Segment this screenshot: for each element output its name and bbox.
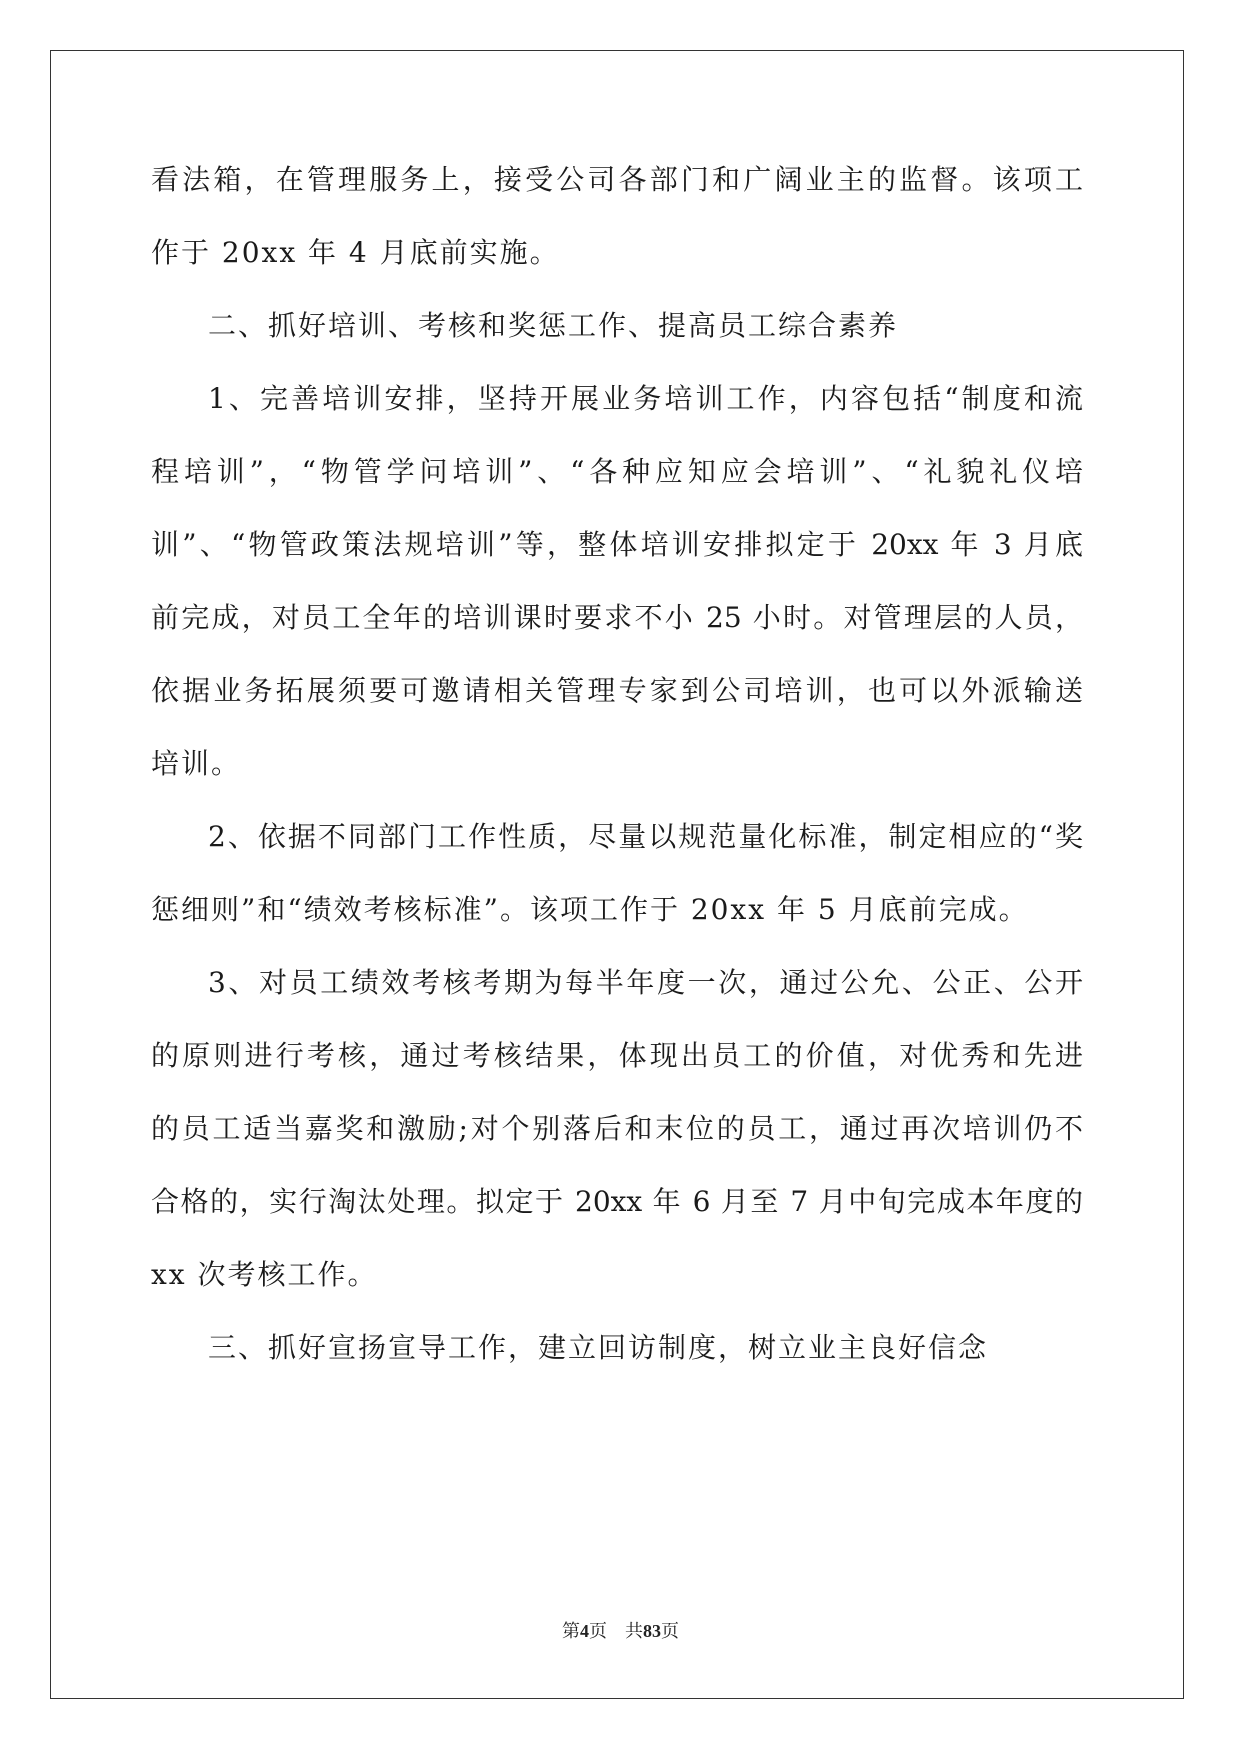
- current-page-number: 4: [580, 1621, 589, 1641]
- paragraph-line: 3、对员工绩效考核考期为每半年度一次，通过公允、公正、公开: [208, 966, 1083, 999]
- paragraph-line: 培训。: [151, 747, 242, 780]
- paragraph-line: xx 次考核工作。: [151, 1258, 378, 1291]
- section-heading: 二、抓好培训、考核和奖惩工作、提高员工综合素养: [208, 309, 899, 342]
- page-footer: [0, 1619, 1241, 1644]
- paragraph-line: 2、依据不同部门工作性质，尽量以规范量化标准，制定相应的“奖: [208, 820, 1083, 853]
- paragraph-line: 程培训”，“物管学问培训”、“各种应知应会培训”、“礼貌礼仪培: [151, 455, 1083, 488]
- paragraph-line: 合格的，实行淘汰处理。拟定于 20xx 年 6 月至 7 月中旬完成本年度的: [151, 1185, 1083, 1218]
- paragraph-line: 的原则进行考核，通过考核结果，体现出员工的价值，对优秀和先进: [151, 1039, 1083, 1072]
- paragraph-line: 前完成，对员工全年的培训课时要求不小 25 小时。对管理层的人员，: [151, 601, 1083, 634]
- paragraph-line: 作于 20xx 年 4 月底前实施。: [151, 236, 560, 269]
- paragraph-line: 依据业务拓展须要可邀请相关管理专家到公司培训，也可以外派输送: [151, 674, 1083, 707]
- paragraph-line: 的员工适当嘉奖和激励;对个别落后和末位的员工，通过再次培训仍不: [151, 1112, 1083, 1145]
- footer-prefix: 第: [562, 1621, 580, 1642]
- paragraph-line: 看法箱，在管理服务上，接受公司各部门和广阔业主的监督。该项工: [151, 163, 1083, 196]
- paragraph-line: 训”、“物管政策法规培训”等，整体培训安排拟定于 20xx 年 3 月底: [151, 528, 1083, 561]
- footer-mid: 页 共: [589, 1621, 643, 1642]
- total-page-count: 83: [643, 1621, 661, 1641]
- section-heading: 三、抓好宣扬宣导工作，建立回访制度，树立业主良好信念: [208, 1331, 989, 1364]
- paragraph-line: 1、完善培训安排，坚持开展业务培训工作，内容包括“制度和流: [208, 382, 1083, 415]
- footer-suffix: 页: [661, 1621, 679, 1642]
- page-border: [50, 50, 1184, 1699]
- paragraph-line: 惩细则”和“绩效考核标准”。该项工作于 20xx 年 5 月底前完成。: [151, 893, 1029, 926]
